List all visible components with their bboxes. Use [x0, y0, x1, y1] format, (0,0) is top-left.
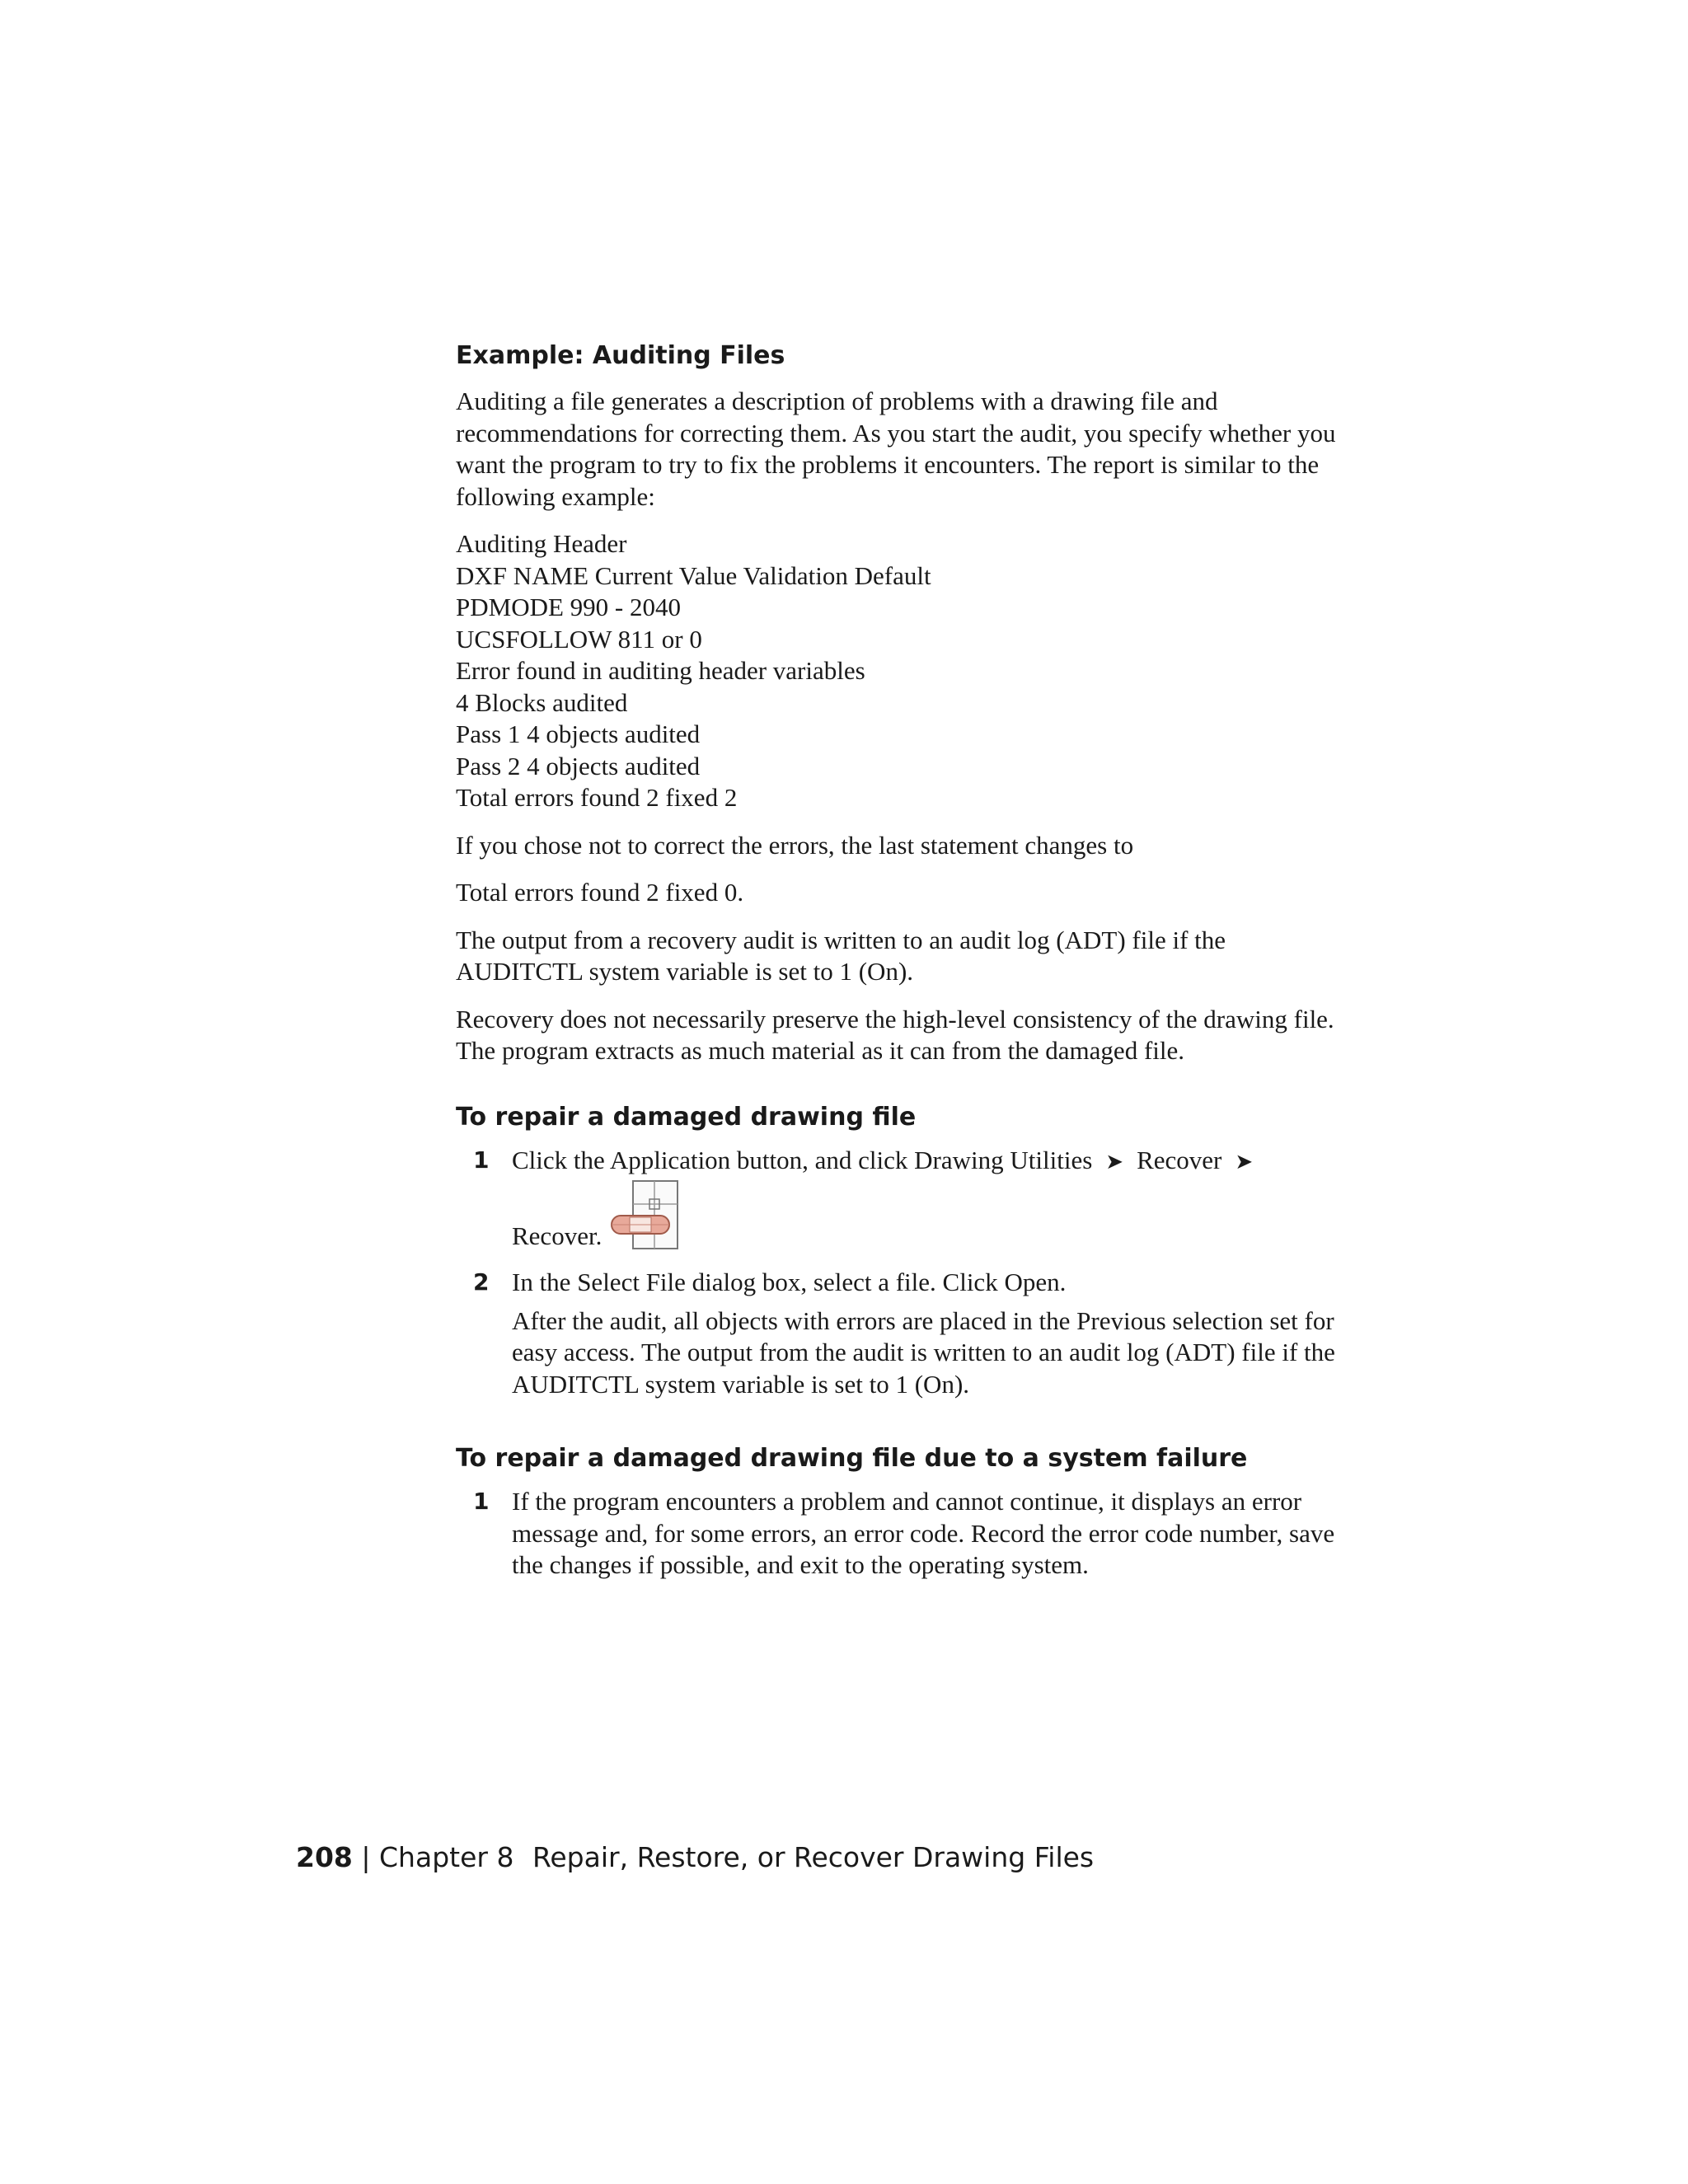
- report-line: Auditing Header: [456, 529, 627, 558]
- report-line: 4 Blocks audited: [456, 687, 628, 717]
- report-line: UCSFOLLOW 811 or 0: [456, 624, 702, 654]
- menu-arrow-icon: ➤: [1235, 1149, 1254, 1174]
- total-fixed-zero: Total errors found 2 fixed 0.: [456, 878, 744, 907]
- repair-step-2: [456, 1267, 1346, 1400]
- report-line: Pass 2 4 objects audited: [456, 751, 701, 780]
- step-number: 1: [473, 1488, 490, 1515]
- step-number: 1: [473, 1146, 490, 1174]
- report-line: DXF NAME Current Value Validation Default: [456, 560, 931, 590]
- chapter-title: Repair, Restore, or Recover Drawing Files: [532, 1841, 1095, 1873]
- step-instruction: [512, 1145, 1346, 1179]
- intro-paragraph: Auditing a file generates a description of problems with a drawing file and recommendations for correcting them. As you start the audit, you specify whether you want the program to try to fix the problems it encounters. The report is similar to the following example:: [456, 387, 1336, 511]
- report-line: Pass 1 4 objects audited: [456, 719, 701, 748]
- consistency-paragraph: Recovery does not necessarily preserve the high-level consistency of the drawing file. The program extracts as much material as it can from the damaged file.: [456, 1004, 1334, 1065]
- repair-steps: [456, 1145, 1346, 1401]
- page-content: [456, 340, 1346, 1582]
- menu-item-recover-final: Recover.: [512, 1221, 603, 1250]
- menu-item-recover: Recover: [1137, 1145, 1222, 1174]
- no-correct-paragraph: If you chose not to correct the errors, the last statement changes to: [456, 830, 1134, 860]
- report-line: PDMODE 990 - 2040: [456, 593, 681, 621]
- footer-separator: |: [361, 1841, 371, 1873]
- example-heading: Example: Auditing Files: [456, 341, 785, 370]
- output-paragraph: The output from a recovery audit is written to an audit log (ADT) file if the AUDITCTL system variable is set to 1 (On).: [456, 925, 1226, 986]
- failure-heading: To repair a damaged drawing file due to a system failure: [456, 1444, 1248, 1473]
- repair-heading: To repair a damaged drawing file: [456, 1102, 917, 1132]
- step-text: Click the Application button, and click Drawing Utilities: [512, 1145, 1093, 1174]
- page-footer: [296, 1841, 1094, 1874]
- page-number: 208: [296, 1841, 353, 1873]
- step-number: 2: [473, 1268, 490, 1296]
- failure-step-1: [456, 1486, 1346, 1582]
- step-note: After the audit, all objects with errors are placed in the Previous selection set for easy access. The output from the audit is written to an audit log (ADT) file if the AUDITCTL system variable is set to 1 (On).: [512, 1305, 1335, 1399]
- menu-arrow-icon: ➤: [1105, 1149, 1124, 1174]
- step-instruction: In the Select File dialog box, select a file. Click Open.: [512, 1268, 1067, 1296]
- audit-report: [456, 528, 1346, 814]
- chapter-label: Chapter 8: [379, 1841, 514, 1873]
- step-instruction: If the program encounters a problem and cannot continue, it displays an error message and, for some errors, an error code. Record the error code number, save the changes if possible, and exit to the operating system.: [512, 1487, 1335, 1579]
- failure-steps: [456, 1486, 1346, 1582]
- report-line: Total errors found 2 fixed 2: [456, 783, 738, 812]
- recover-icon: [608, 1179, 681, 1252]
- repair-step-1: [456, 1145, 1346, 1253]
- report-line: Error found in auditing header variables: [456, 656, 865, 685]
